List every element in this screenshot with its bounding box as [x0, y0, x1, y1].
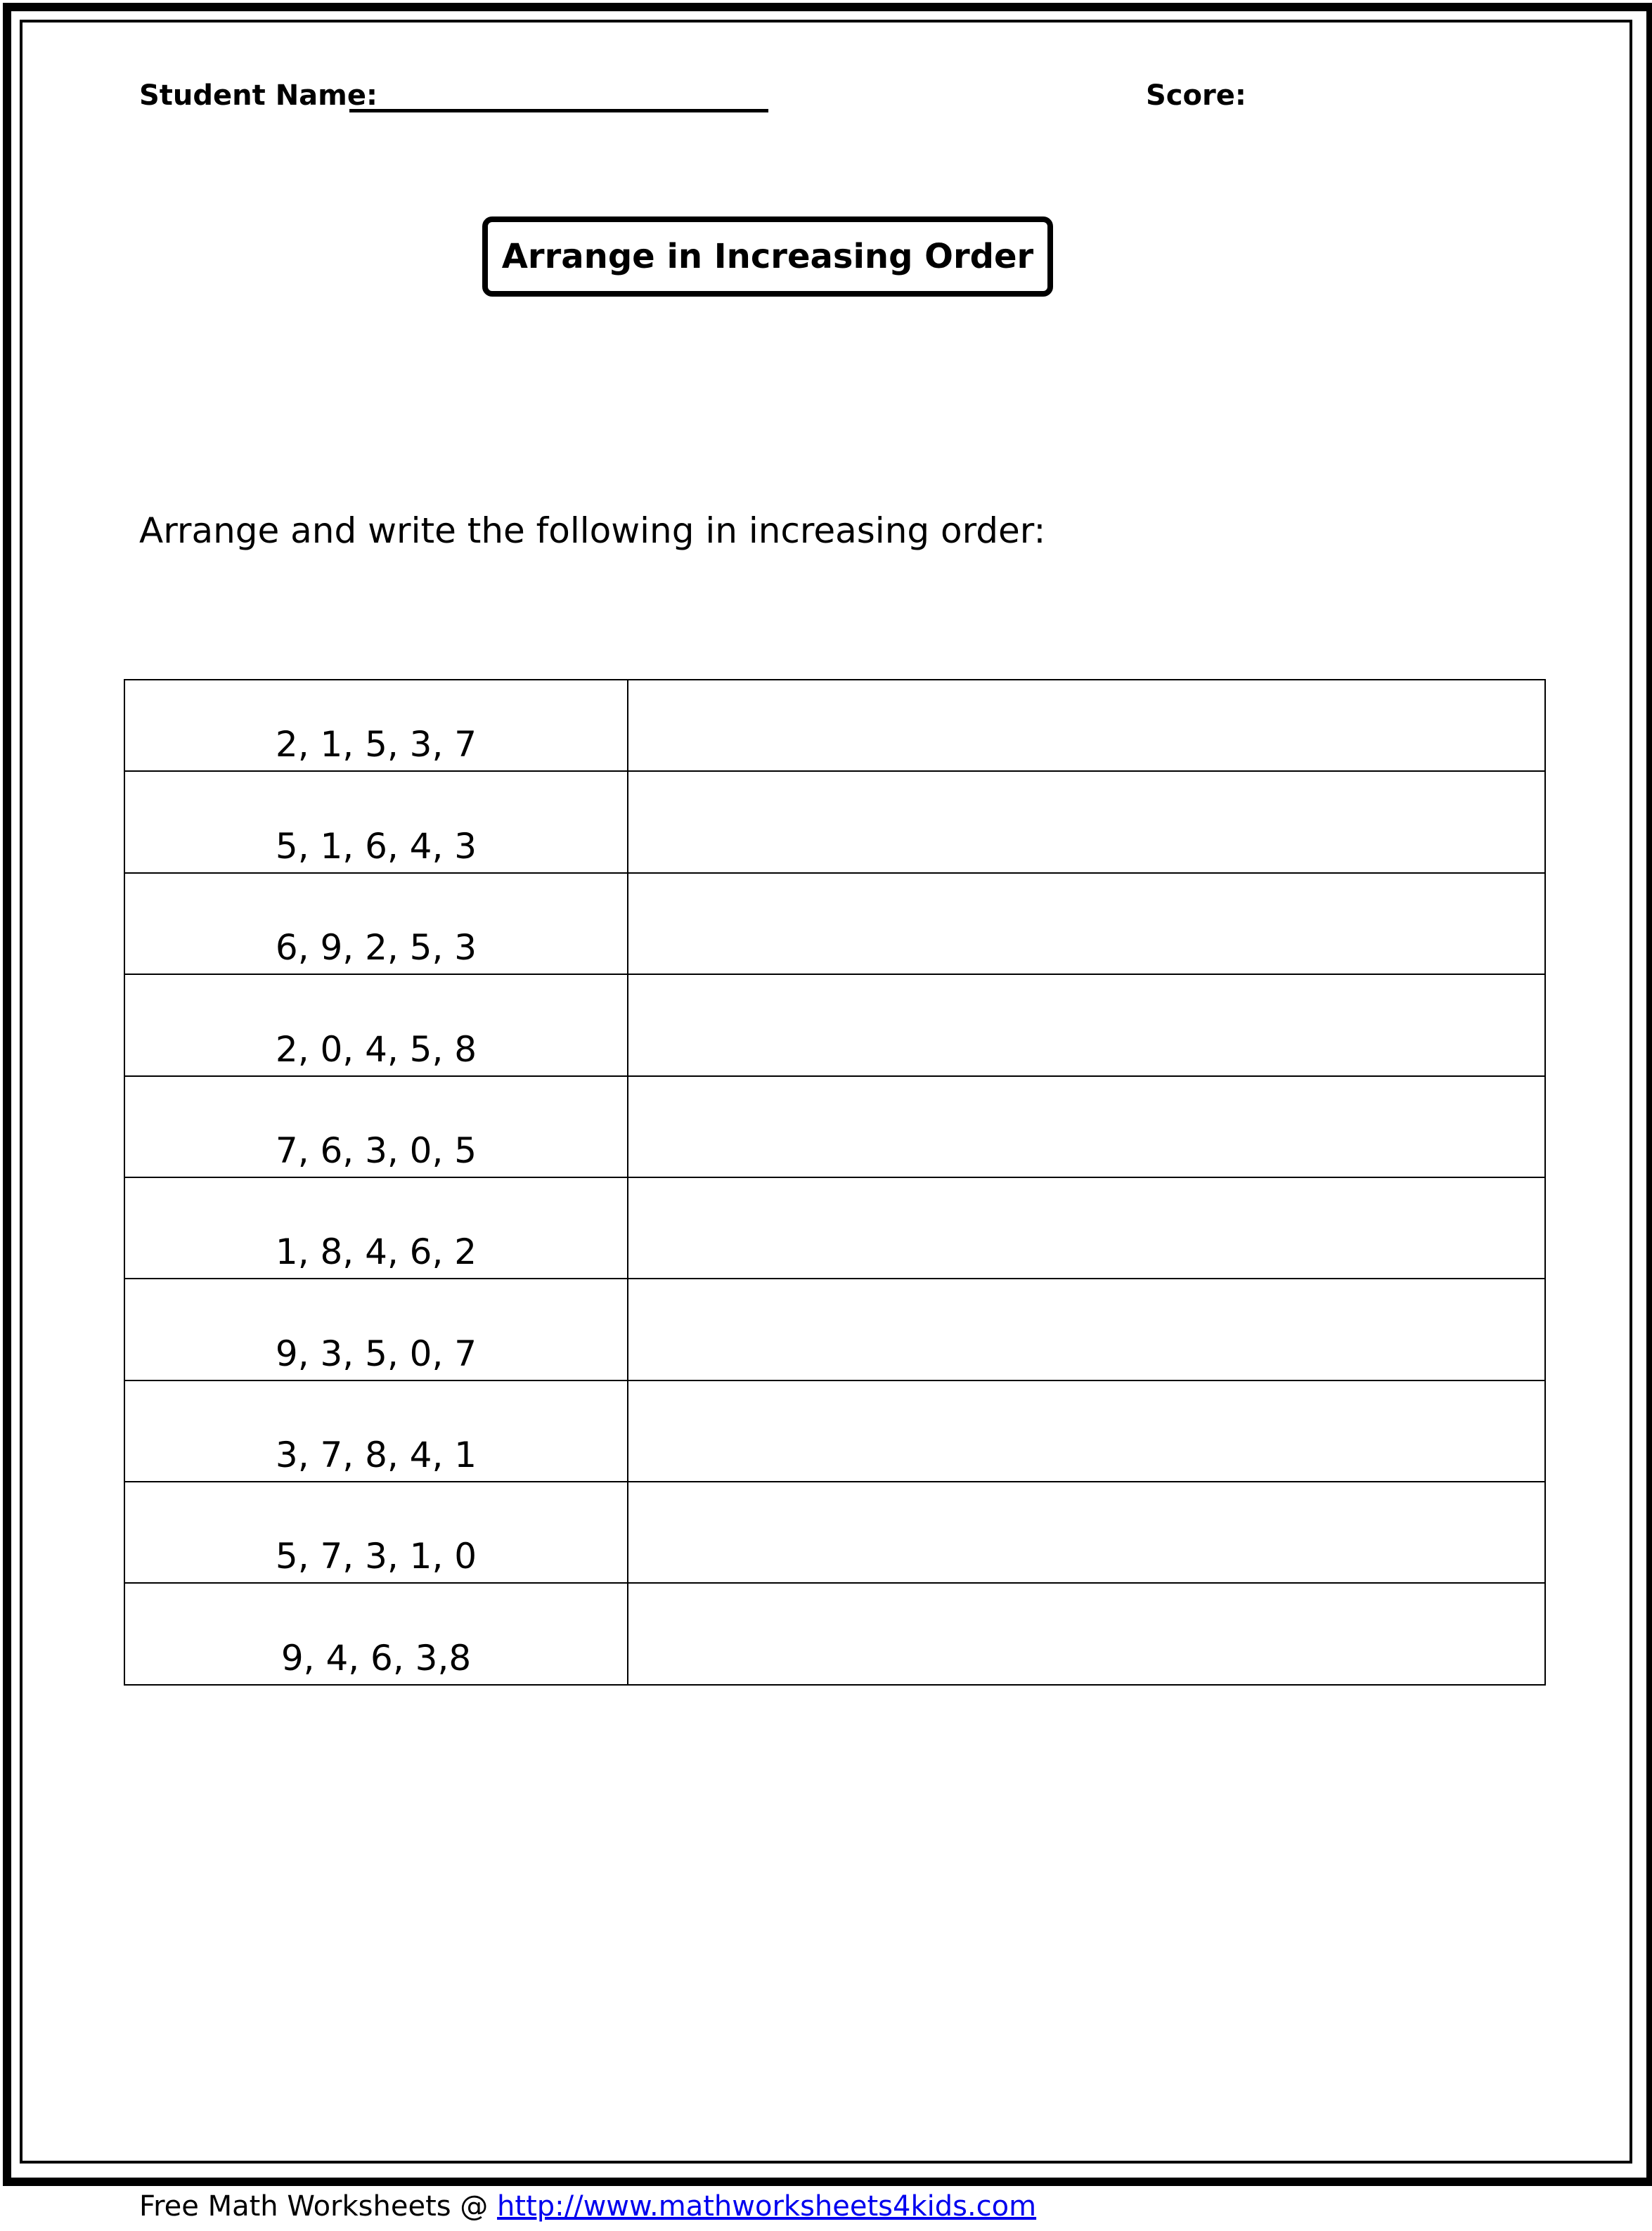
answer-cell[interactable]: [628, 771, 1545, 872]
answer-cell[interactable]: [628, 1380, 1545, 1482]
number-sequence: 2, 1, 5, 3, 7: [124, 680, 628, 771]
answer-cell[interactable]: [628, 1076, 1545, 1177]
answer-cell[interactable]: [628, 1482, 1545, 1583]
score-label: Score:: [1146, 79, 1246, 112]
student-name-label: Student Name:: [139, 79, 377, 112]
table-row: [124, 1380, 1545, 1482]
answer-cell[interactable]: [628, 974, 1545, 1075]
table-row: [124, 974, 1545, 1075]
problem-table: [124, 679, 1546, 1686]
number-sequence: 7, 6, 3, 0, 5: [124, 1076, 628, 1177]
number-sequence: 2, 0, 4, 5, 8: [124, 974, 628, 1075]
number-sequence: 3, 7, 8, 4, 1: [124, 1380, 628, 1482]
table-row: [124, 1076, 1545, 1177]
table-row: [124, 680, 1545, 771]
table-row: [124, 1279, 1545, 1380]
answer-cell[interactable]: [628, 1583, 1545, 1685]
number-sequence: 6, 9, 2, 5, 3: [124, 873, 628, 974]
answer-cell[interactable]: [628, 1177, 1545, 1279]
number-sequence: 5, 1, 6, 4, 3: [124, 771, 628, 872]
number-sequence: 9, 3, 5, 0, 7: [124, 1279, 628, 1380]
footer: [139, 2186, 1036, 2227]
number-sequence: 5, 7, 3, 1, 0: [124, 1482, 628, 1583]
table-row: [124, 771, 1545, 872]
answer-cell[interactable]: [628, 873, 1545, 974]
number-sequence: 1, 8, 4, 6, 2: [124, 1177, 628, 1279]
answer-cell[interactable]: [628, 680, 1545, 771]
table-row: [124, 1177, 1545, 1279]
answer-cell[interactable]: [628, 1279, 1545, 1380]
worksheet-title: Arrange in Increasing Order: [482, 216, 1053, 297]
number-sequence: 9, 4, 6, 3,8: [124, 1583, 628, 1685]
footer-text: Free Math Worksheets @: [139, 2190, 498, 2223]
table-row: [124, 1482, 1545, 1583]
table-row: [124, 873, 1545, 974]
instruction-text: Arrange and write the following in increasing order:: [139, 510, 1046, 551]
footer-link[interactable]: http://www.mathworksheets4kids.com: [497, 2190, 1037, 2223]
student-name-field[interactable]: [349, 72, 768, 112]
table-row: [124, 1583, 1545, 1685]
